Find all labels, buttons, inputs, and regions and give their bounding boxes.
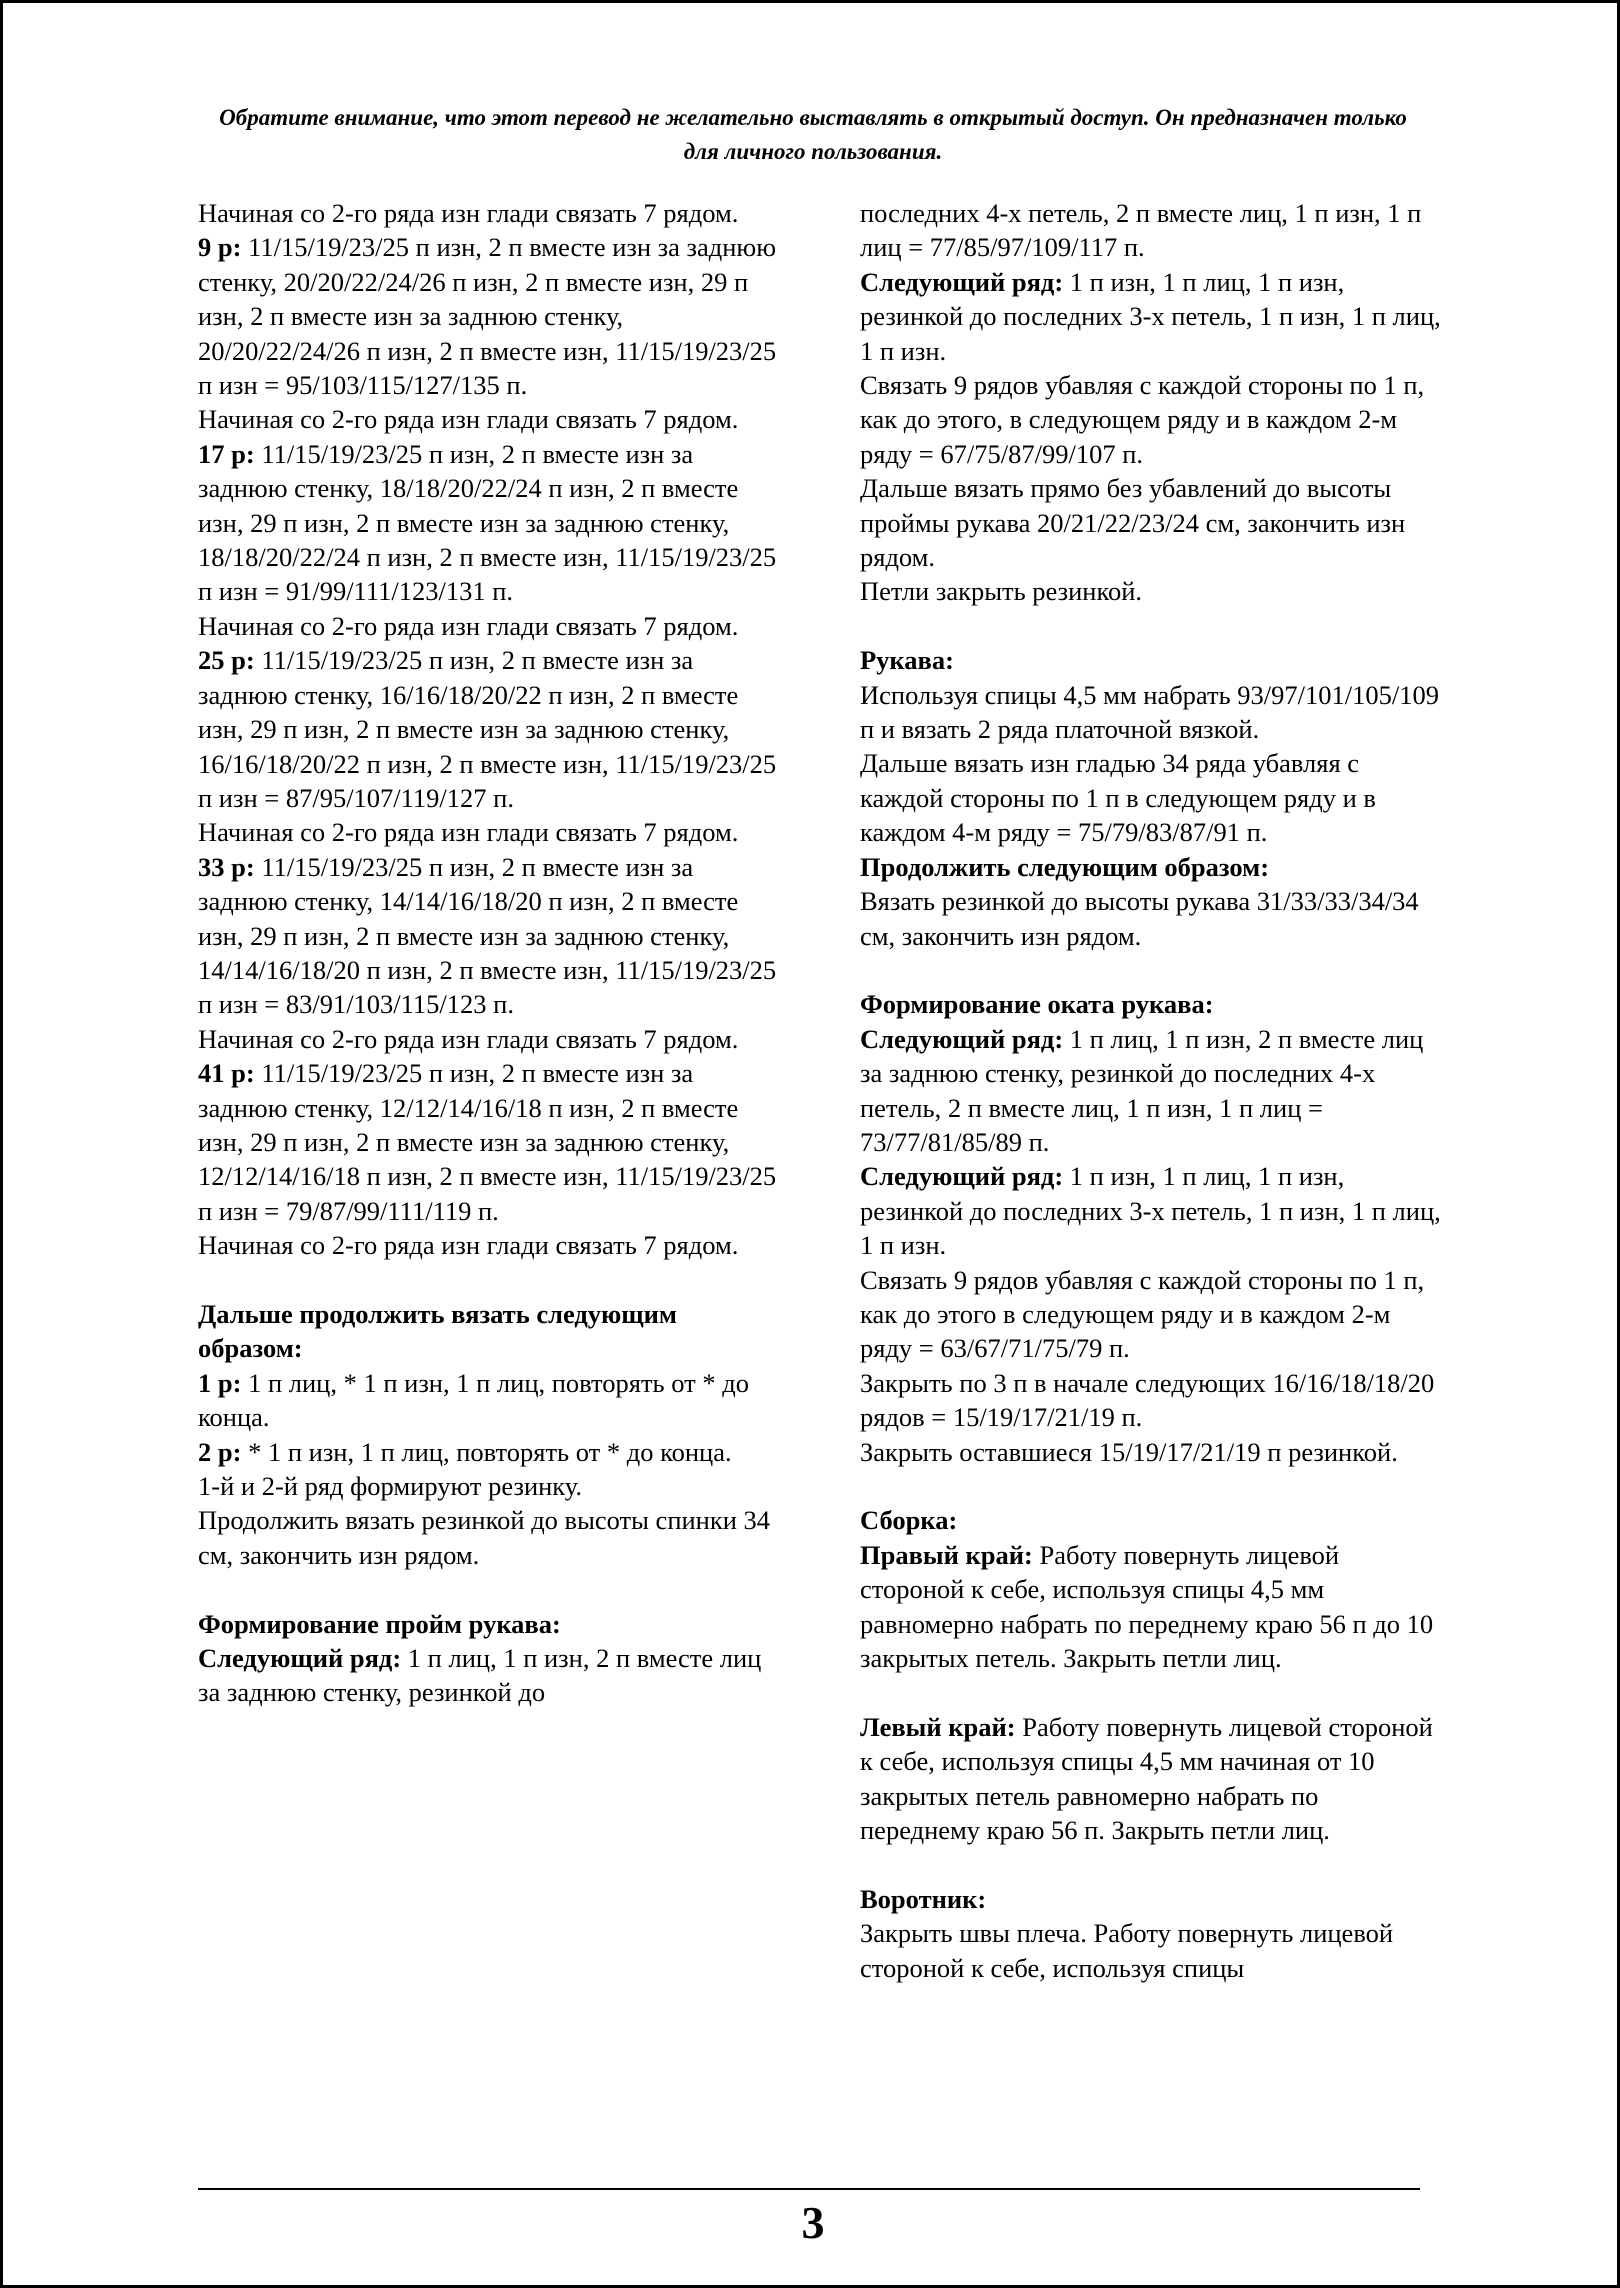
row-label: 1 р: [198, 1367, 242, 1398]
paragraph: Начиная со 2-го ряда изн глади связать 7 рядом. [198, 1023, 739, 1054]
paragraph: последних 4-х петель, 2 п вместе лиц, 1 п изн, 1 п лиц = 77/85/97/109/117 п. [860, 198, 1422, 263]
paragraph: Начиная со 2-го ряда изн глади связать 7 рядом. [198, 1230, 739, 1261]
footer-divider [198, 2188, 1420, 2190]
row-text: 1 п изн, 1 п лиц, 1 п изн, резинкой до последних 3-х петель, 1 п изн, 1 п лиц, 1 п изн. [860, 1161, 1441, 1261]
row-instruction-25 [198, 643, 778, 815]
row-text: 11/15/19/23/25 п изн, 2 п вместе изн за заднюю стенку, 16/16/18/20/22 п изн, 2 п вместе изн, 29 п изн, 2 п вместе изн за заднюю стенку, 16/16/18/20/22 п изн, 2 п вместе изн, 11/15/19/23/25 п изн = 87/95/107/119/127 п. [198, 645, 777, 813]
right-edge-instruction [860, 1538, 1445, 1676]
paragraph: Связать 9 рядов убавляя с каждой стороны по 1 п, как до этого, в следующем ряду и в каждом 2-м ряду = 67/75/87/99/107 п. [860, 370, 1425, 469]
private-use-notice: Обратите внимание, что этот перевод не желательно выставлять в открытый доступ. Он предназначен только для личного пользования. [219, 105, 1407, 164]
paragraph: Начиная со 2-го ряда изн глади связать 7 рядом. [198, 610, 739, 641]
row-instruction-17 [198, 437, 778, 609]
left-column [198, 196, 778, 1710]
row-label: 2 р: [198, 1436, 242, 1467]
spacer [198, 1263, 778, 1297]
page-number: 3 [801, 2197, 825, 2248]
row-text: * 1 п изн, 1 п лиц, повторять от * до конца. [241, 1436, 732, 1467]
row-label: 9 р: [198, 232, 242, 263]
paragraph: Начиная со 2-го ряда изн глади связать 7 рядом. [198, 404, 739, 435]
section-heading-sleeves: Рукава: [860, 645, 954, 676]
row-text: 1 п лиц, * 1 п изн, 1 п лиц, повторять от * до конца. [198, 1367, 749, 1433]
spacer [860, 953, 1445, 987]
edge-label: Левый край: [860, 1711, 1016, 1742]
row-label: Следующий ряд: [860, 1161, 1064, 1192]
next-row-instruction [198, 1641, 778, 1710]
section-heading-armhole: Формирование пройм рукава: [198, 1608, 561, 1639]
paragraph: Петли закрыть резинкой. [860, 576, 1143, 607]
paragraph: Продолжить вязать резинкой до высоты спинки 34 см, закончить изн рядом. [198, 1505, 771, 1570]
row-label: Следующий ряд: [860, 1023, 1064, 1054]
paragraph: Вязать резинкой до высоты рукава 31/33/33/34/34 см, закончить изн рядом. [860, 886, 1419, 951]
paragraph: Закрыть оставшиеся 15/19/17/21/19 п резинкой. [860, 1436, 1398, 1467]
next-row-instruction [860, 1022, 1445, 1160]
row-instruction-41 [198, 1056, 778, 1228]
row-text: 1 п лиц, 1 п изн, 2 п вместе лиц за заднюю стенку, резинкой до последних 4-х петель, 2 п вместе лиц, 1 п изн, 1 п лиц = 73/77/81/85/89 п. [860, 1023, 1424, 1157]
row-text: 11/15/19/23/25 п изн, 2 п вместе изн за заднюю стенку, 20/20/22/24/26 п изн, 2 п вместе изн, 29 п изн, 2 п вместе изн за заднюю стенку, 20/20/22/24/26 п изн, 2 п вместе изн, 11/15/19/23/25 п изн = 95/103/115/127/135 п. [198, 232, 777, 401]
paragraph: Используя спицы 4,5 мм набрать 93/97/101/105/109 п и вязать 2 ряда платочной вязкой. [860, 679, 1440, 745]
section-heading-sleeve-cap: Формирование оката рукава: [860, 989, 1214, 1020]
row-instruction-33 [198, 850, 778, 1022]
spacer [860, 1847, 1445, 1881]
row-text: 11/15/19/23/25 п изн, 2 п вместе изн за заднюю стенку, 18/18/20/22/24 п изн, 2 п вместе изн, 29 п изн, 2 п вместе изн за заднюю стенку, 18/18/20/22/24 п изн, 2 п вместе изн, 11/15/19/23/25 п изн = 91/99/111/123/131 п. [198, 438, 777, 607]
row-text: 1 п изн, 1 п лиц, 1 п изн, резинкой до последних 3-х петель, 1 п изн, 1 п лиц, 1 п изн. [860, 266, 1441, 366]
row-label: 17 р: [198, 438, 255, 469]
next-row-instruction [860, 265, 1445, 368]
paragraph: Дальше вязать прямо без убавлений до высоты проймы рукава 20/21/22/23/24 см, закончить изн рядом. [860, 473, 1406, 573]
left-edge-instruction [860, 1710, 1445, 1848]
row-label: 33 р: [198, 851, 255, 882]
paragraph: Связать 9 рядов убавляя с каждой стороны по 1 п, как до этого в следующем ряду и в каждом 2-м ряду = 63/67/71/75/79 п. [860, 1264, 1425, 1364]
paragraph: Начиная со 2-го ряда изн глади связать 7 рядом. [198, 817, 739, 848]
spacer [860, 1675, 1445, 1709]
section-heading-assembly: Сборка: [860, 1505, 958, 1536]
section-heading-continue: Продолжить следующим образом: [860, 851, 1270, 882]
row-text: 1 п лиц, 1 п изн, 2 п вместе лиц за заднюю стенку, резинкой до [198, 1643, 762, 1708]
paragraph: Закрыть швы плеча. Работу повернуть лицевой стороной к себе, используя спицы [860, 1918, 1394, 1983]
row-instruction-1 [198, 1366, 778, 1435]
paragraph: Начиная со 2-го ряда изн глади связать 7 рядом. [198, 198, 739, 228]
row-text: 11/15/19/23/25 п изн, 2 п вместе изн за заднюю стенку, 14/14/16/18/20 п изн, 2 п вместе изн, 29 п изн, 2 п вместе изн за заднюю стенку, 14/14/16/18/20 п изн, 2 п вместе изн, 11/15/19/23/25 п изн = 83/91/103/115/123 п. [198, 851, 777, 1020]
spacer [860, 1469, 1445, 1503]
paragraph: Закрыть по 3 п в начале следующих 16/16/18/18/20 рядов = 15/19/17/21/19 п. [860, 1367, 1435, 1433]
row-instruction-9 [198, 230, 778, 402]
next-row-instruction [860, 1159, 1445, 1262]
spacer [198, 1572, 778, 1606]
row-label: Следующий ряд: [860, 266, 1064, 297]
edge-text: Работу повернуть лицевой стороной к себе, используя спицы 4,5 мм равномерно набрать по переднему краю 56 п до 10 закрытых петель. Закрыть петли лиц. [860, 1539, 1434, 1674]
paragraph: 1-й и 2-й ряд формируют резинку. [198, 1471, 583, 1502]
row-label: 41 р: [198, 1058, 255, 1089]
edge-text: Работу повернуть лицевой стороной к себе, используя спицы 4,5 мм начиная от 10 закрытых петель равномерно набрать по переднему краю 56 п. Закрыть петли лиц. [860, 1711, 1433, 1846]
row-label: Следующий ряд: [198, 1643, 402, 1674]
row-instruction-2 [198, 1435, 778, 1469]
row-text: 11/15/19/23/25 п изн, 2 п вместе изн за заднюю стенку, 12/12/14/16/18 п изн, 2 п вместе изн, 29 п изн, 2 п вместе изн за заднюю стенку, 12/12/14/16/18 п изн, 2 п вместе изн, 11/15/19/23/25 п изн = 79/87/99/111/119 п. [198, 1058, 777, 1226]
section-heading-continue: Дальше продолжить вязать следующим образом: [198, 1298, 677, 1364]
spacer [860, 609, 1445, 643]
section-heading-collar: Воротник: [860, 1883, 987, 1914]
paragraph: Дальше вязать изн гладью 34 ряда убавляя с каждой стороны по 1 п в следующем ряду и в каждом 4-м ряду = 75/79/83/87/91 п. [860, 748, 1376, 848]
row-label: 25 р: [198, 645, 255, 676]
edge-label: Правый край: [860, 1539, 1033, 1570]
right-column [860, 196, 1445, 1985]
